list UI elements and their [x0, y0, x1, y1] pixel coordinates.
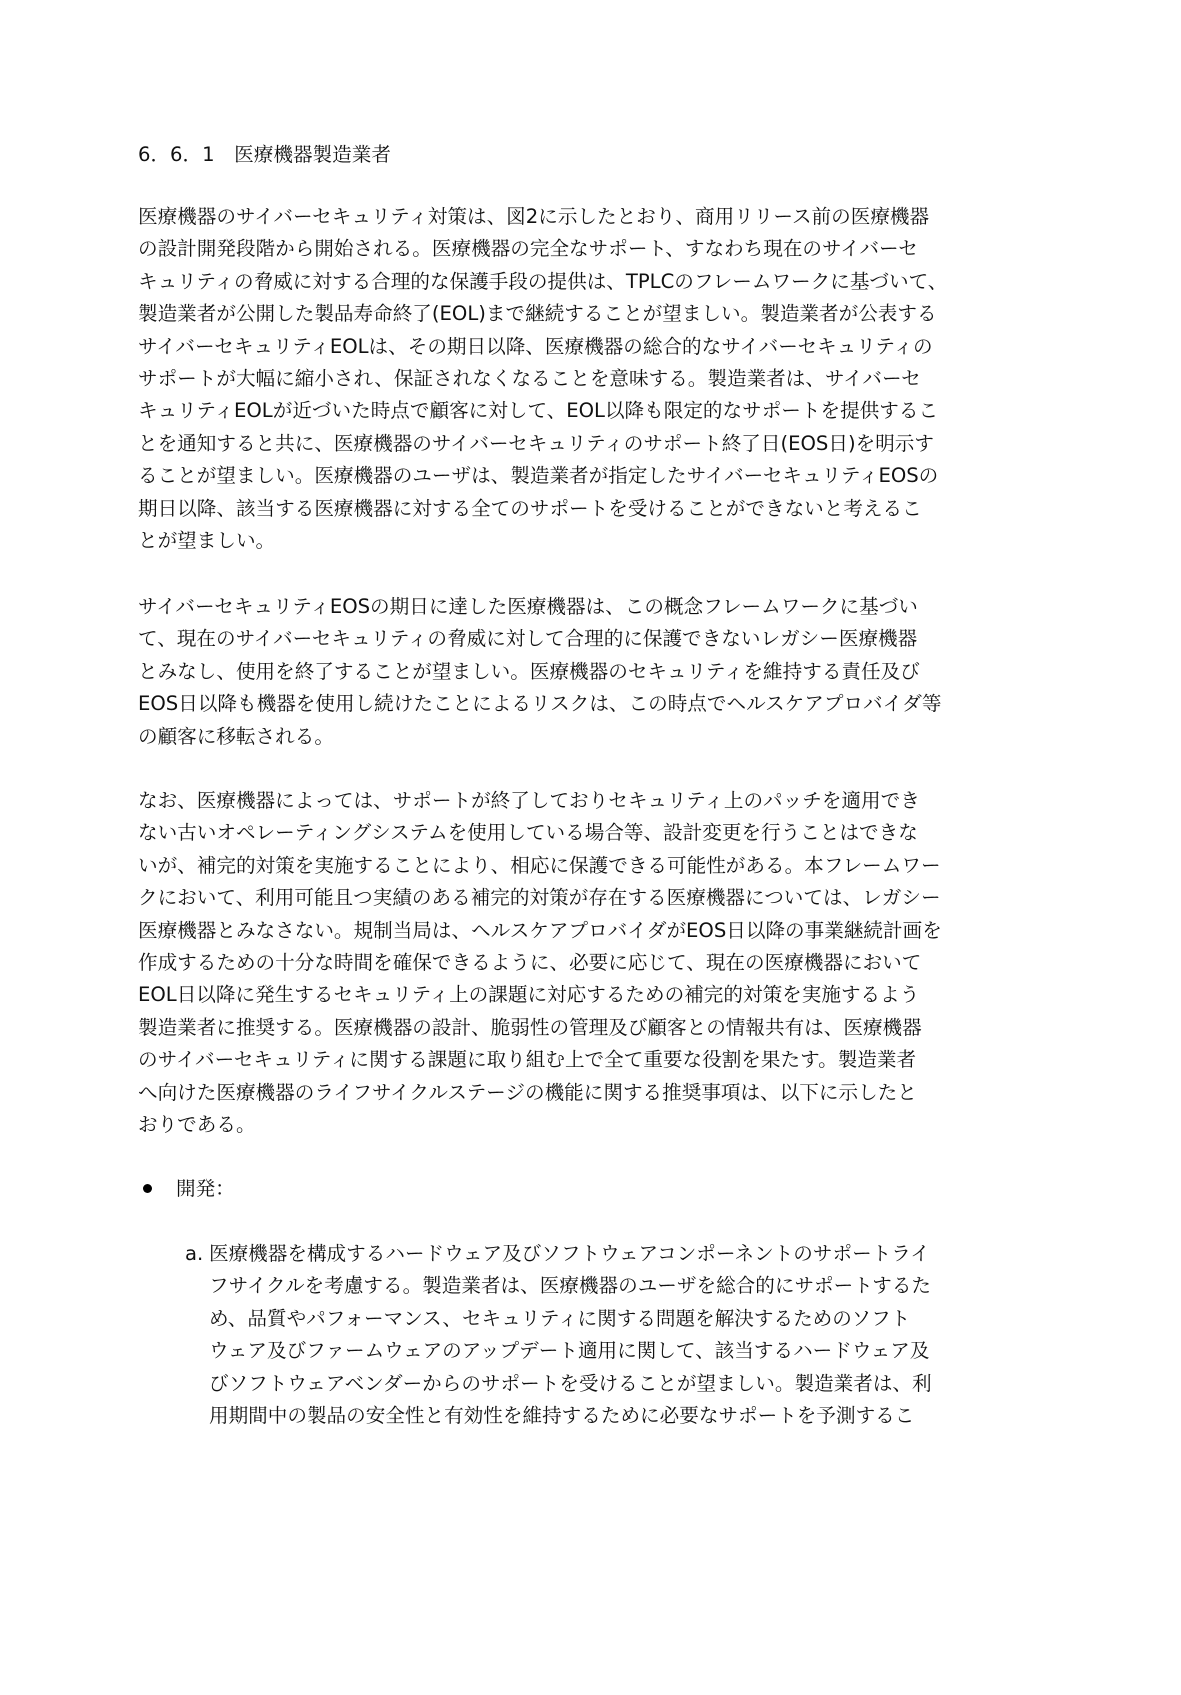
- text-line: おりである。: [138, 1112, 256, 1136]
- text-line: EOS日以降も機器を使用し続けたことによるリスクは、この時点でヘルスケアプロバイダ等: [138, 692, 942, 716]
- text-line: 作成するための十分な時間を確保できるように、必要に応じて、現在の医療機器において: [138, 950, 922, 974]
- text-line: 医療機器とみなさない。規制当局は、ヘルスケアプロバイダがEOS日以降の事業継続計画を: [138, 918, 942, 942]
- text-line: 用期間中の製品の安全性と有効性を維持するために必要なサポートを予測するこ: [209, 1403, 915, 1427]
- paragraph-1: [138, 201, 968, 557]
- text-line: フサイクルを考慮する。製造業者は、医療機器のユーザを総合的にサポートするた: [209, 1274, 932, 1298]
- text-line: へ向けた医療機器のライフサイクルステージの機能に関する推奨事項は、以下に示したと: [138, 1080, 917, 1104]
- list-text: 医療機器を構成するハードウェア及びソフトウェアコンポーネントのサポートライ: [209, 1242, 930, 1265]
- paragraph-3: [138, 785, 968, 1141]
- text-line: とみなし、使用を終了することが望ましい。医療機器のセキュリティを維持する責任及び: [138, 659, 920, 683]
- text-line: サイバーセキュリティEOSの期日に達した医療機器は、この概念フレームワークに基づい: [138, 595, 918, 618]
- list-marker: a.: [185, 1242, 204, 1265]
- text-line: なお、医療機器によっては、サポートが終了しておりセキュリティ上のパッチを適用でき: [138, 789, 920, 812]
- text-line: とが望ましい。: [138, 528, 276, 552]
- bullet-icon: [143, 1184, 152, 1193]
- text-line: の設計開発段階から開始される。医療機器の完全なサポート、すなわち現在のサイバーセ: [138, 237, 918, 261]
- text-line: 期日以降、該当する医療機器に対する全てのサポートを受けることができないと考えるこ: [138, 496, 922, 520]
- text-line: サイバーセキュリティEOLは、その期日以降、医療機器の総合的なサイバーセキュリティの: [138, 334, 933, 358]
- text-line: [185, 1238, 975, 1270]
- text-line: EOL日以降に発生するセキュリティ上の課題に対応するための補完的対策を実施するよう: [138, 983, 920, 1007]
- text-line: 製造業者に推奨する。医療機器の設計、脆弱性の管理及び顧客との情報共有は、医療機器: [138, 1015, 922, 1039]
- text-line: て、現在のサイバーセキュリティの脅威に対して合理的に保護できないレガシー医療機器: [138, 627, 918, 651]
- bullet-label: 開発：: [176, 1177, 235, 1200]
- text-line: 製造業者が公開した製品寿命終了(EOL)まで継続することが望ましい。製造業者が公表する: [138, 302, 937, 326]
- text-line: ない古いオペレーティングシステムを使用している場合等、設計変更を行うことはできな: [138, 821, 918, 845]
- text-line: サポートが大幅に縮小され、保証されなくなることを意味する。製造業者は、サイバーセ: [138, 366, 921, 390]
- text-line: ウェア及びファームウェアのアップデート適用に関して、該当するハードウェア及: [209, 1339, 930, 1363]
- text-line: 医療機器のサイバーセキュリティ対策は、図2に示したとおり、商用リリース前の医療機器: [138, 205, 930, 228]
- text-line: め、品質やパフォーマンス、セキュリティに関する問題を解決するためのソフト: [209, 1306, 911, 1330]
- list-item-a: [185, 1238, 975, 1432]
- text-line: クにおいて、利用可能且つ実績のある補完的対策が存在する医療機器については、レガシー: [138, 886, 941, 910]
- text-line: いが、補完的対策を実施することにより、相応に保護できる可能性がある。本フレームワー: [138, 853, 941, 877]
- paragraph-2: [138, 591, 968, 753]
- bullet-item-development: [138, 1173, 968, 1205]
- text-line: のサイバーセキュリティに関する課題に取り組む上で全て重要な役割を果たす。製造業者: [138, 1048, 917, 1072]
- text-line: とを通知すると共に、医療機器のサイバーセキュリティのサポート終了日(EOS日)を明示す: [138, 431, 934, 455]
- text-line: ることが望ましい。医療機器のユーザは、製造業者が指定したサイバーセキュリティEOSの: [138, 464, 939, 488]
- section-heading: 6．6．1 医療機器製造業者: [138, 143, 391, 166]
- text-line: びソフトウェアベンダーからのサポートを受けることが望ましい。製造業者は、利: [209, 1371, 932, 1395]
- text-line: キュリティの脅威に対する合理的な保護手段の提供は、TPLCのフレームワークに基づいて、: [138, 269, 948, 293]
- text-line: キュリティEOLが近づいた時点で顧客に対して、EOL以降も限定的なサポートを提供するこ: [138, 399, 939, 423]
- text-line: の顧客に移転される。: [138, 724, 334, 748]
